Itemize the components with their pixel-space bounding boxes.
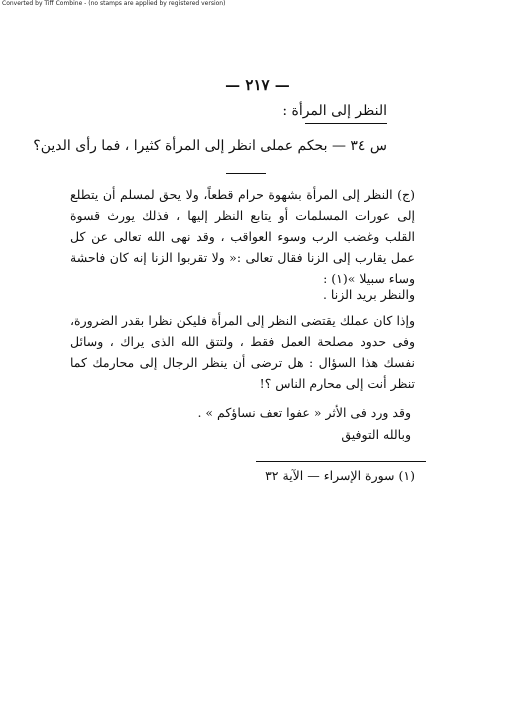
footnote-divider xyxy=(256,461,426,462)
answer-paragraph-4: وقد ورد فى الأثر « عفوا تعف نساؤكم » . xyxy=(197,405,411,420)
page-number: — ٢١٧ — xyxy=(225,76,290,94)
answer-paragraph-1: (ج) النظر إلى المرأة بشهوة حرام قطعاً، ولا يحق لمسلم أن يتطلع إلى عورات المسلمات أو يتابع النظر إليها ، فذلك يورث قسوة القلب وغضب الرب وسوء العواقب ، وقد نهى الله تعالى عن كل عمل يقارب إلى الزنا فقال تعالى :« ولا تقربوا الزنا إنه كان فاحشة وساء سبيلا »(١) : xyxy=(70,187,415,286)
closing-line: وبالله التوفيق xyxy=(341,427,411,442)
section-heading: النظر إلى المرأة : xyxy=(282,103,387,119)
heading-underline xyxy=(305,123,387,124)
question-text: س ٣٤ — بحكم عملى انظر إلى المرأة كثيرا ، فما رأى الدين؟ xyxy=(33,138,387,154)
answer-paragraph-2: والنظر بريد الزنا . xyxy=(322,287,415,302)
answer-paragraph-3: وإذا كان عملك يقتضى النظر إلى المرأة فليكن نظرا بقدر الضرورة، وفى حدود مصلحة العمل فقط ، ولتتق الله الذى يراك ، وسائل نفسك هذا السؤال : هل ترضى أن ينظر الرجال إلى محارمك كما تنظر أنت إلى محارم الناس ؟! xyxy=(70,313,415,391)
converter-watermark: Converted by Tiff Combine - (no stamps are applied by registered version) xyxy=(2,0,226,7)
footnote: (١) سورة الإسراء — الآية ٣٢ xyxy=(265,468,415,483)
section-divider xyxy=(226,173,266,174)
